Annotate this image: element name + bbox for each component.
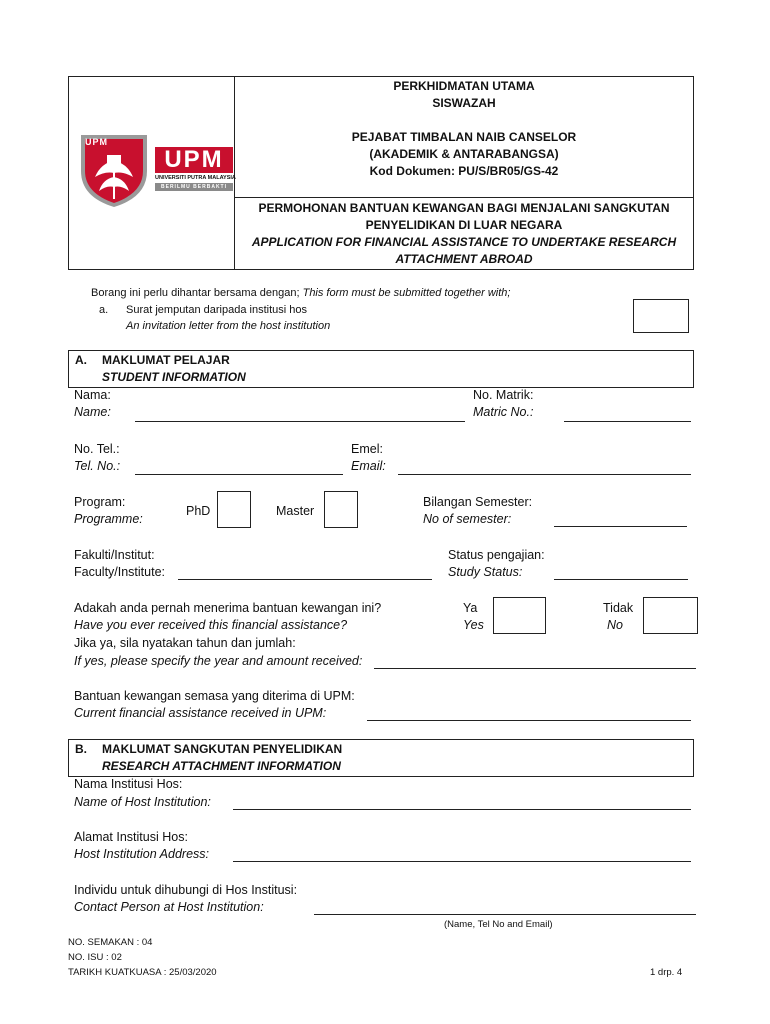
tel-label: No. Tel.: bbox=[74, 442, 120, 456]
form-title-line2: PENYELIDIKAN DI LUAR NEGARA bbox=[365, 218, 563, 232]
current-assistance-field[interactable] bbox=[367, 720, 691, 721]
header-divider bbox=[234, 197, 693, 198]
section-b-title-en: RESEARCH ATTACHMENT INFORMATION bbox=[102, 759, 341, 773]
section-b-letter: B. bbox=[75, 742, 87, 756]
contact-person-field[interactable] bbox=[314, 914, 696, 915]
form-header bbox=[68, 76, 694, 270]
logo-university-name: UNIVERSITI PUTRA MALAYSIA bbox=[155, 175, 236, 181]
section-a-title: MAKLUMAT PELAJAR bbox=[102, 353, 230, 367]
intro-note bbox=[91, 285, 510, 302]
host-address-field[interactable] bbox=[233, 861, 691, 862]
semester-label-en: No of semester: bbox=[423, 512, 512, 526]
host-name-field[interactable] bbox=[233, 809, 691, 810]
upm-logo bbox=[79, 133, 236, 209]
logo-motto: BERILMU BERBAKTI bbox=[155, 183, 233, 191]
host-name-label: Nama Institusi Hos: bbox=[74, 777, 183, 791]
phd-label: PhD bbox=[186, 504, 211, 518]
current-assistance-label-en: Current financial assistance received in UPM: bbox=[74, 706, 327, 720]
master-label: Master bbox=[276, 504, 315, 518]
section-b-title: MAKLUMAT SANGKUTAN PENYELIDIKAN bbox=[102, 742, 343, 756]
specify-label-en: If yes, please specify the year and amount received: bbox=[74, 654, 363, 668]
intro-note-ms: Borang ini perlu dihantar bersama dengan; bbox=[91, 287, 300, 299]
no-checkbox[interactable] bbox=[643, 597, 698, 634]
intro-item-ms: Surat jemputan daripada institusi hos bbox=[126, 304, 307, 316]
host-address-label: Alamat Institusi Hos: bbox=[74, 830, 188, 844]
logo-badge-text: UPM bbox=[85, 137, 108, 147]
intro-item-en: An invitation letter from the host institution bbox=[126, 320, 331, 332]
email-field[interactable] bbox=[398, 474, 691, 475]
host-name-label-en: Name of Host Institution: bbox=[74, 795, 211, 809]
intro-note-en: This form must be submitted together with; bbox=[302, 287, 511, 299]
faculty-label: Fakulti/Institut: bbox=[74, 548, 155, 562]
contact-person-label-en: Contact Person at Host Institution: bbox=[74, 900, 264, 914]
footer-issue: NO. ISU : 02 bbox=[68, 952, 122, 963]
faculty-label-en: Faculty/Institute: bbox=[74, 565, 166, 579]
no-label: Tidak bbox=[603, 601, 634, 615]
yes-checkbox[interactable] bbox=[493, 597, 546, 634]
master-checkbox[interactable] bbox=[324, 491, 358, 528]
section-a-title-en: STUDENT INFORMATION bbox=[102, 370, 246, 384]
received-question: Adakah anda pernah menerima bantuan kewangan ini? bbox=[74, 601, 382, 615]
study-status-label-en: Study Status: bbox=[448, 565, 523, 579]
specify-label: Jika ya, sila nyatakan tahun dan jumlah: bbox=[74, 636, 296, 650]
email-label-en: Email: bbox=[351, 459, 386, 473]
name-field[interactable] bbox=[135, 421, 465, 422]
study-status-field[interactable] bbox=[554, 579, 688, 580]
header-office-line1: PERKHIDMATAN UTAMA bbox=[393, 79, 535, 93]
form-title-en-line2: ATTACHMENT ABROAD bbox=[395, 252, 533, 266]
matric-field[interactable] bbox=[564, 421, 691, 422]
phd-checkbox[interactable] bbox=[217, 491, 251, 528]
form-title: PERMOHONAN BANTUAN KEWANGAN BAGI MENJALANI SANGKUTAN bbox=[258, 201, 670, 215]
programme-label: Program: bbox=[74, 495, 126, 509]
yes-label-en: Yes bbox=[463, 618, 484, 632]
name-label-en: Name: bbox=[74, 405, 111, 419]
footer-effective-date: TARIKH KUATKUASA : 25/03/2020 bbox=[68, 967, 217, 978]
header-dept-line1: PEJABAT TIMBALAN NAIB CANSELOR bbox=[351, 130, 577, 144]
no-label-en: No bbox=[607, 618, 623, 632]
tel-field[interactable] bbox=[135, 474, 343, 475]
contact-person-hint: (Name, Tel No and Email) bbox=[444, 919, 553, 930]
received-question-en: Have you ever received this financial assistance? bbox=[74, 618, 348, 632]
programme-label-en: Programme: bbox=[74, 512, 143, 526]
host-address-label-en: Host Institution Address: bbox=[74, 847, 210, 861]
faculty-field[interactable] bbox=[178, 579, 432, 580]
matric-label: No. Matrik: bbox=[473, 388, 534, 402]
semester-label: Bilangan Semester: bbox=[423, 495, 533, 509]
intro-item-letter: a. bbox=[99, 304, 109, 316]
logo-wordmark: UPM bbox=[155, 147, 233, 173]
email-label: Emel: bbox=[351, 442, 383, 456]
page-number: 1 drp. 4 bbox=[650, 967, 683, 978]
current-assistance-label: Bantuan kewangan semasa yang diterima di UPM: bbox=[74, 689, 355, 703]
header-doc-code: Kod Dokumen: PU/S/BR05/GS-42 bbox=[369, 164, 559, 178]
header-office-line2: SISWAZAH bbox=[432, 96, 496, 110]
section-a-letter: A. bbox=[75, 353, 87, 367]
yes-label: Ya bbox=[463, 601, 478, 615]
name-label: Nama: bbox=[74, 388, 111, 402]
semester-field[interactable] bbox=[554, 526, 687, 527]
invitation-letter-checkbox[interactable] bbox=[633, 299, 689, 333]
specify-field[interactable] bbox=[374, 668, 696, 669]
section-a-header bbox=[68, 350, 694, 388]
form-title-en: APPLICATION FOR FINANCIAL ASSISTANCE TO UNDERTAKE RESEARCH bbox=[251, 235, 677, 249]
matric-label-en: Matric No.: bbox=[473, 405, 534, 419]
tel-label-en: Tel. No.: bbox=[74, 459, 121, 473]
header-dept-line2: (AKADEMIK & ANTARABANGSA) bbox=[369, 147, 559, 161]
contact-person-label: Individu untuk dihubungi di Hos Institusi: bbox=[74, 883, 298, 897]
study-status-label: Status pengajian: bbox=[448, 548, 545, 562]
section-b-header bbox=[68, 739, 694, 777]
footer-revision: NO. SEMAKAN : 04 bbox=[68, 937, 153, 948]
